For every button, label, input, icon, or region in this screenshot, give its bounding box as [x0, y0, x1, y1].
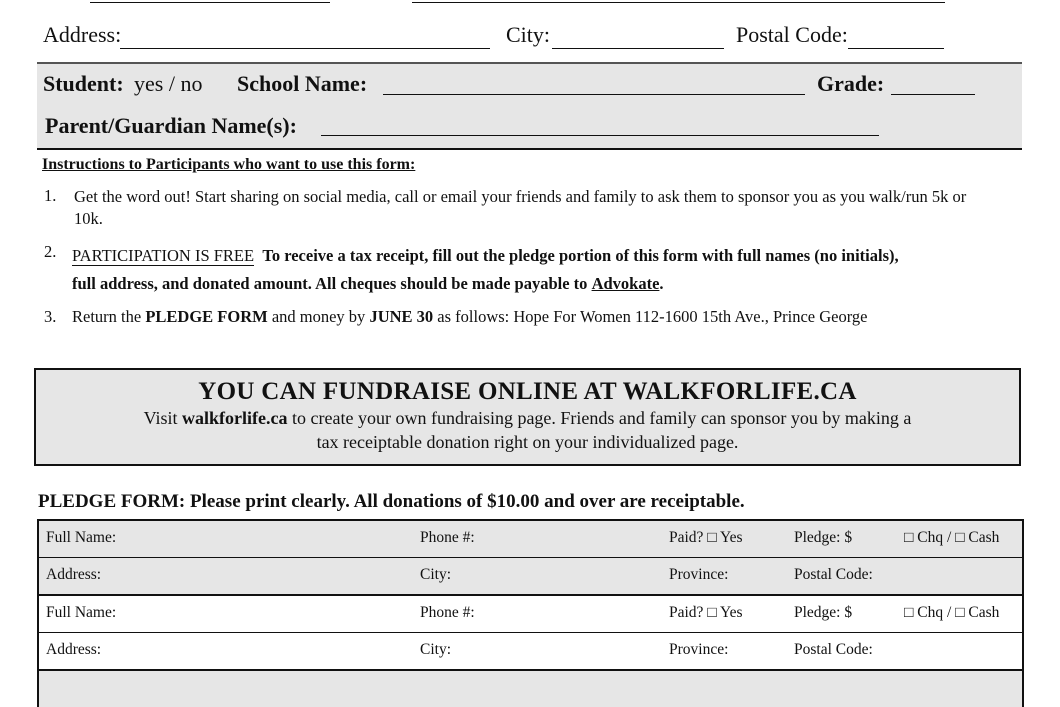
pledge-row-name[interactable] [39, 521, 1022, 558]
pledge-table [37, 519, 1024, 707]
return-address: as follows: Hope For Women 112-1600 15th Ave., Prince George [437, 307, 868, 326]
city-label: City: [506, 22, 551, 47]
money-text: and money by [271, 307, 366, 326]
payee-name: Advokate [591, 274, 660, 293]
pledge-row-address[interactable] [39, 558, 1022, 596]
item-1-text: Get the word out! Start sharing on social media, call or email your friends and family to ask them to sponsor you as you walk/run 5k or 10k. [74, 187, 967, 228]
online-heading: YOU CAN FUNDRAISE ONLINE AT WALKFORLIFE.CA [198, 378, 857, 405]
email-field-line[interactable] [412, 2, 945, 3]
pledge-row-address[interactable] [39, 633, 1022, 671]
pledge-form-title: PLEDGE FORM: Please print clearly. All donations of $10.00 and over are receiptable. [38, 491, 745, 512]
participation-free-label: PARTICIPATION IS FREE [72, 246, 255, 265]
phone-label: Phone #: [420, 529, 475, 546]
paid-checkbox[interactable]: Paid? □ Yes [669, 604, 743, 621]
guardian-label: Parent/Guardian Name(s): [45, 113, 297, 138]
address-instruction: full address, and donated amount. All cheques should be made payable to [72, 274, 588, 293]
postal-code-label: Postal Code: [794, 566, 873, 583]
grade-field[interactable] [891, 94, 975, 95]
pledge-amount-label: Pledge: $ [794, 529, 853, 546]
deadline-date: JUNE 30 [369, 307, 434, 326]
address-label: Address: [43, 22, 122, 47]
online-fundraising-box [34, 368, 1021, 466]
student-options[interactable]: yes / no [134, 71, 203, 96]
postal-code-label: Postal Code: [736, 22, 848, 47]
pledge-amount-label: Pledge: $ [794, 604, 853, 621]
city-field[interactable] [552, 48, 724, 49]
payment-method-checkboxes[interactable]: □ Chq / □ Cash [904, 529, 1000, 546]
student-info-section [37, 62, 1022, 150]
province-label: Province: [669, 641, 729, 658]
item-1-number: 1. [44, 186, 57, 205]
tax-receipt-instruction: To receive a tax receipt, fill out the pledge portion of this form with full names [262, 246, 811, 265]
postal-code-label: Postal Code: [794, 641, 873, 658]
guardian-field[interactable] [321, 135, 879, 136]
online-line-2: tax receiptable donation right on your individualized page. [316, 432, 739, 452]
full-name-label: Full Name: [46, 604, 117, 621]
paid-checkbox[interactable]: Paid? □ Yes [669, 529, 743, 546]
no-initials-note: (no initials), [814, 246, 899, 265]
pledge-row-name[interactable] [39, 671, 1022, 707]
address-label: Address: [46, 641, 102, 658]
grade-label: Grade: [817, 71, 885, 96]
online-line-1 [36, 406, 1019, 430]
payment-method-checkboxes[interactable]: □ Chq / □ Cash [904, 604, 1000, 621]
item-3-number: 3. [44, 307, 57, 326]
city-label: City: [420, 566, 452, 583]
site-link[interactable]: walkforlife.ca [182, 408, 288, 428]
pledge-row-name[interactable] [39, 596, 1022, 633]
pledge-form-ref: PLEDGE FORM [145, 307, 268, 326]
online-description: to create your own fundraising page. Friends and family can sponsor you by making a [292, 408, 912, 428]
province-label: Province: [669, 566, 729, 583]
address-field[interactable] [120, 48, 490, 49]
city-label: City: [420, 641, 452, 658]
full-name-label: Full Name: [46, 529, 117, 546]
item-2-number: 2. [44, 242, 57, 261]
phone-label: Phone #: [420, 604, 475, 621]
return-text: Return the [72, 307, 142, 326]
address-label: Address: [46, 566, 102, 583]
student-label: Student: [43, 71, 124, 96]
school-name-label: School Name: [237, 71, 368, 96]
visit-text: Visit [143, 408, 178, 428]
postal-code-field[interactable] [848, 48, 944, 49]
item-2-text [72, 242, 1022, 298]
item-3-text [72, 306, 1032, 328]
school-name-field[interactable] [383, 94, 805, 95]
instructions-title: Instructions to Participants who want to use this form: [42, 156, 416, 173]
period: . [659, 274, 664, 293]
name-field-line[interactable] [90, 2, 330, 3]
